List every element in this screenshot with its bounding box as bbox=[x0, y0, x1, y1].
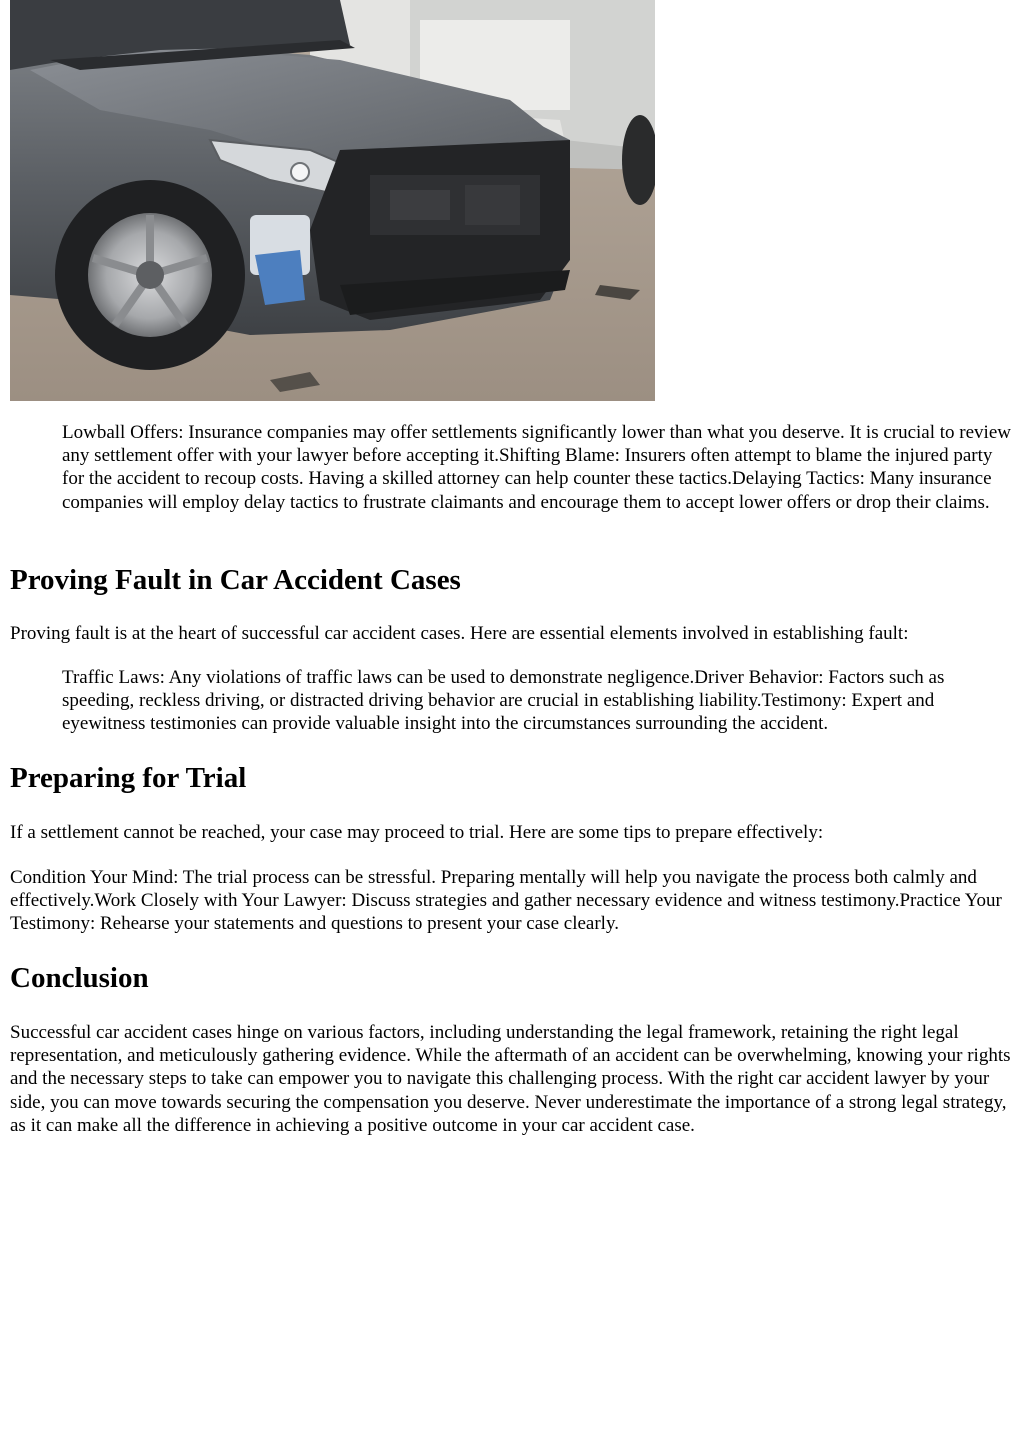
article bbox=[10, 0, 1014, 1136]
insurance-tactics-list: Lowball Offers: Insurance companies may offer settlements significantly lower than what you deserve. It is crucial to review any settlement offer with your lawyer before accepting it.Shifting Blame: Insurers often attempt to blame the injured party for the accident to recoup costs. Having a skilled attorney can help counter these tactics.Delaying Tactics: Many insurance companies will employ delay tactics to frustrate claimants and encourage them to accept lower offers or drop their claims. bbox=[62, 422, 1011, 513]
proving-fault-heading: Proving Fault in Car Accident Cases bbox=[10, 564, 461, 596]
trial-heading: Preparing for Trial bbox=[10, 762, 247, 794]
proving-fault-elements-list: Traffic Laws: Any violations of traffic laws can be used to demonstrate negligence.Driver Behavior: Factors such as speeding, reckless driving, or distracted driving behavior are crucial in establishing liability.Testimony: Expert and eyewitness testimonies can provide valuable insight into the circumstances surrounding the accident. bbox=[62, 667, 945, 735]
conclusion-heading: Conclusion bbox=[10, 962, 149, 994]
trial-intro: If a settlement cannot be reached, your case may proceed to trial. Here are some tips to prepare effectively: bbox=[10, 822, 824, 843]
damaged-car-photo bbox=[10, 0, 655, 401]
proving-fault-intro: Proving fault is at the heart of successful car accident cases. Here are essential elements involved in establishing fault: bbox=[10, 623, 909, 644]
conclusion-paragraph: Successful car accident cases hinge on various factors, including understanding the legal framework, retaining the right legal representation, and meticulously gathering evidence. While the aftermath of an accident can be overwhelming, knowing your rights and the necessary steps to take can empower you to navigate this challenging process. With the right car accident lawyer by your side, you can move towards securing the compensation you deserve. Never underestimate the importance of a strong legal strategy, as it can make all the difference in achieving a positive outcome in your car accident case. bbox=[10, 1022, 1011, 1136]
trial-tips-paragraph: Condition Your Mind: The trial process can be stressful. Preparing mentally will help you navigate the process both calmly and effectively.Work Closely with Your Lawyer: Discuss strategies and gather necessary evidence and witness testimony.Practice Your Testimony: Rehearse your statements and questions to present your case clearly. bbox=[10, 867, 1002, 935]
